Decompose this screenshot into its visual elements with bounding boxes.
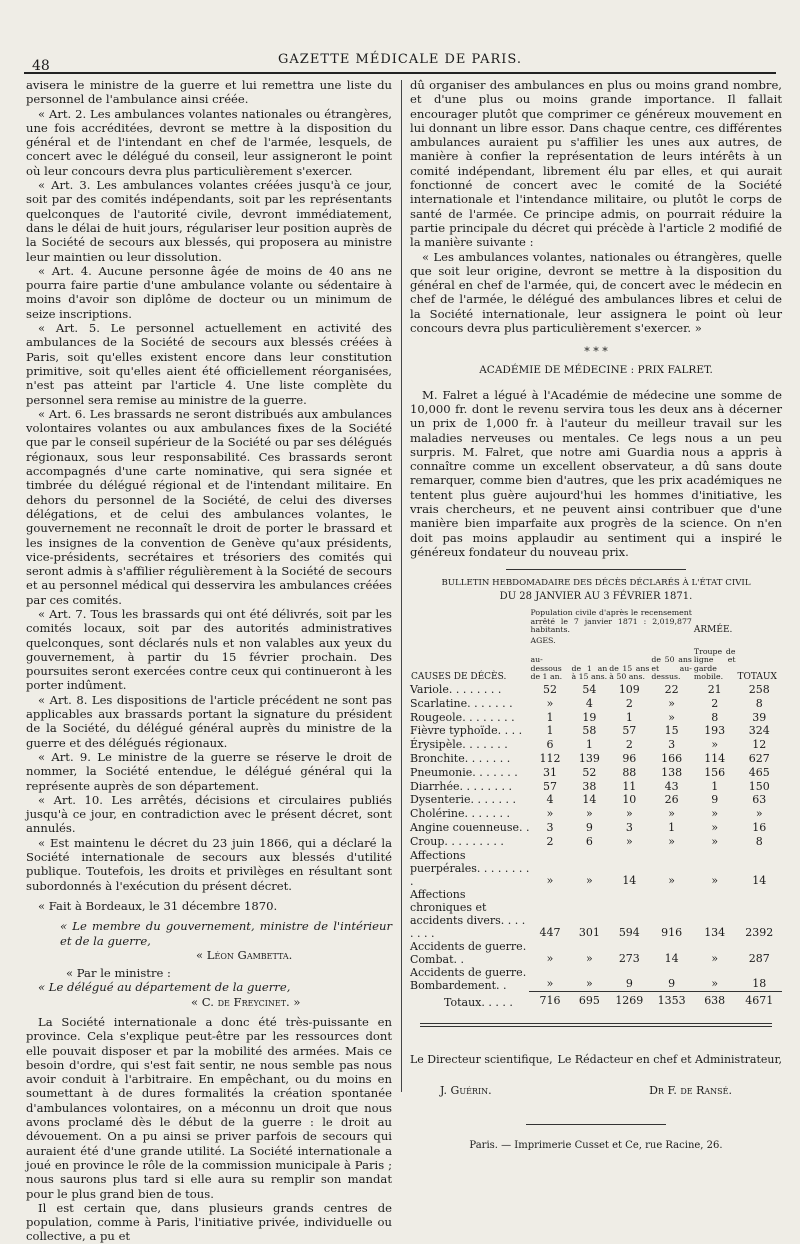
value-cell: 12 [752,738,767,752]
paragraph: dû organiser des ambulances en plus ou moins grand nombre, et d'une plus ou moins grande importance. Il fallait encourager plutôt que comprimer ce généreux mouvement en lui donnant un libre essor. Dans chaque centre, ces différentes ambulances auraient pu s'affilier les unes aux autres, de manière à confier la représentation de leurs intérêts à un comité indépendant, librement élu par elles, et qui aurait fonctionné de concert avec le comité de la Société internationale et l'intendance militaire, ou plutôt le corps de santé de l'armée. Ce principe admis, on pourrait réduire la partie principale du décret qui précède à l'article 2 modifié de la manière suivante : [410,78,782,250]
value-cell: 21 [707,682,722,696]
signature-name-2: « C. de Freycinet. » [191,994,301,1009]
age-column-header: au-dessous de 1 an. [530,655,563,682]
value-cell: 14 [664,951,679,965]
section-stars: * * * [584,345,608,359]
value-cell: 54 [582,682,597,696]
value-cell: » [546,977,554,991]
left-column [26,78,392,1244]
cause-cell: Accidents de guerre. Bombardement. . [410,965,527,992]
value-cell: 627 [748,751,770,765]
article-9: « Art. 9. Le ministre de la guerre se réserve le droit de nommer, la Société entendue, le délégué général qui la représente auprès de son département. [26,749,392,793]
value-cell: 31 [542,765,557,779]
value-cell: 301 [578,925,600,939]
table-row [410,683,782,697]
closing-paragraph: Il est certain que, dans plusieurs grands centres de population, comme à Paris, l'initiative privée, individuelle ou collective, a pu et [26,1200,392,1244]
value-cell: 138 [661,765,683,779]
page-header [24,48,776,74]
age-column-header: de 1 an à 15 ans. [571,663,608,682]
value-cell: 916 [661,925,683,939]
paragraph: avisera le ministre de la guerre et lui remettra une liste du personnel de l'ambulance ainsi créée. [26,78,392,107]
value-cell: 139 [578,751,600,765]
quoted-article: « Les ambulances volantes, nationales ou étrangères, quelle que soit leur origine, devront se mettre à la disposition du général en chef de l'armée, qui, de concert avec le médecin en chef de l'armée, le délégué des ambulances libres et celui de la Société internationale, leur assignera le point où leur concours devra plus particulièrement s'exercer. » [410,249,782,336]
table-row [410,888,782,940]
cause-cell: Dysenterie. . . . . . . [410,793,516,807]
article-7: « Art. 7. Tous les brassards qui ont été délivrés, soit par les comités locaux, soit par des autorités administratives quelconques, sont déclarés nuls et non valables aux yeux du gouvernement, à partir du 15 février prochain. Des poursuites seront exercées contre ceux qui continueront à les porter indûment. [26,606,392,693]
cause-cell: Pneumonie. . . . . . . [410,765,518,779]
population-header: Population civile d'après le recensement arrêté le 7 janvier 1871 : 2,019,877 habitants. [530,608,692,635]
signature-title-2: « Le délégué au département de la guerre, [38,980,291,995]
running-title: GAZETTE MÉDICALE DE PARIS. [278,52,522,67]
signature-name-1: « Léon Gambetta. [196,947,293,962]
value-cell: 1 [585,738,593,752]
editor-role: Le Rédacteur en chef et Administrateur, [557,1053,782,1067]
table-row [410,752,782,766]
value-cell: 2392 [745,925,774,939]
value-cell: 447 [539,925,561,939]
value-cell: » [711,738,719,752]
article-5: « Art. 5. Le personnel actuellement en activité des ambulances de la Société de secours aux blessés créées à Paris, soit qu'elles existent encore dans leur constitution primitive, soit qu'elles aient été officiellement réorganisées, n'est pas atteint par l'article 4. Une liste complète du personnel sera remise au ministre de la guerre. [26,321,392,407]
total-cell: 1269 [608,992,650,1010]
value-cell: 14 [622,873,637,887]
value-cell: 18 [752,977,767,991]
footer-roles [410,1053,782,1067]
value-cell: » [755,807,763,821]
value-cell: 58 [582,724,597,738]
value-cell: 3 [546,820,554,834]
table-row [410,807,782,821]
signature-title-1: « Le membre du gouvernement, ministre de l'intérieur et de la guerre, [60,919,392,948]
value-cell: 112 [539,751,561,765]
value-cell: 9 [711,793,719,807]
article-6: « Art. 6. Les brassards ne seront distribués aux ambulances volontaires volantes ou aux ambulances fixes de la Société que par le conseil supérieur de la Société ou par ses délégués régionaux, sous leur responsabilité. Ces brassards seront accompagnés d'une carte nominative, qui sera signée et timbrée du délégué régional et de l'intendant militaire. En dehors du personnel de la Société, de celui des diverses délégations, et de celui des ambulances volantes, le gouvernement ne reconnaît le droit de porter le brassard et les insignes de la convention de Genève qu'aux présidents, vice-présidents, secrétaires et trésoriers des comités qui seront admis à s'affilier régulièrement à la Société de secours et au personnel médical qui desservira les ambulances créées par ces comités. [26,406,392,607]
value-cell: 465 [748,765,770,779]
value-cell: » [711,977,719,991]
table-row [410,711,782,725]
column-divider [401,80,402,1092]
value-cell: 6 [585,834,593,848]
cause-cell: Fièvre typhoïde. . . . [410,724,523,738]
value-cell: 8 [755,696,763,710]
cause-cell: Affections chroniques et accidents divers. . . . . . . . [410,887,526,940]
value-cell: » [585,951,593,965]
value-cell: 4 [585,696,593,710]
value-cell: 43 [664,779,679,793]
table-row [410,780,782,794]
value-cell: 114 [704,751,726,765]
value-cell: 258 [748,682,770,696]
cause-cell: Accidents de guerre. Combat. . [410,939,527,966]
date-line: « Fait à Bordeaux, le 31 décembre 1870. [38,898,278,913]
army-header: ARMÉE. [693,625,733,636]
ages-header: AGES. [530,635,556,645]
causes-header: CAUSES DE DÉCÈS. [411,672,507,683]
table-row [410,835,782,849]
army-column-header: Troupe de ligne et garde mobile. [693,646,736,682]
value-cell: » [711,807,719,821]
cause-cell: Affections puerpérales. . . . . . . . . [410,848,530,888]
value-cell: 8 [711,710,719,724]
value-cell: 134 [704,925,726,939]
table-row [410,793,782,807]
value-cell: » [585,873,593,887]
signature-for: « Par le ministre : [66,966,171,981]
table-row [410,697,782,711]
cause-cell: Bronchite. . . . . . . [410,751,511,765]
director-role: Le Directeur scientifique, [410,1053,553,1067]
value-cell: » [711,820,719,834]
cause-cell: Variole. . . . . . . . [410,682,502,696]
table-row [410,849,782,888]
table-row [410,940,782,966]
article-3: « Art. 3. Les ambulances volantes créées jusqu'à ce jour, soit par des comités indépendants, soit par les représentants quelconques de l'autorité civile, devront immédiatement, dans le délai de huit jours, régulariser leur position auprès de la Société de secours aux blessés, qui proposera au ministre leur maintien ou leur dissolution. [26,178,392,264]
cause-cell: Cholérine. . . . . . . [410,807,510,821]
value-cell: » [546,696,554,710]
value-cell: 9 [625,977,633,991]
editor-name: Dr F. de Ransé. [649,1083,732,1097]
value-cell: 38 [582,779,597,793]
total-label: Totaux. . . . . [444,995,513,1009]
table-row [410,821,782,835]
totals-header: TOTAUX [737,672,777,683]
value-cell: 287 [748,951,770,965]
value-cell: 19 [582,710,597,724]
value-cell: 9 [668,977,676,991]
value-cell: 193 [704,724,726,738]
footer-rule [420,1023,772,1027]
value-cell: 11 [622,779,637,793]
value-cell: 2 [546,834,554,848]
value-cell: 1 [546,724,554,738]
footer-names [410,1084,782,1098]
table-row [410,738,782,752]
value-cell: » [668,696,675,710]
value-cell: 15 [664,724,679,738]
value-cell: 6 [546,738,554,752]
total-cell: 716 [529,992,570,1010]
value-cell: » [546,873,554,887]
right-column [410,78,782,1153]
table-row [410,766,782,780]
value-cell: » [668,710,675,724]
value-cell: 14 [752,873,767,887]
value-cell: 88 [622,765,637,779]
death-statistics-table [410,608,782,1009]
value-cell: 8 [755,834,763,848]
value-cell: 26 [664,793,679,807]
value-cell: 57 [622,724,637,738]
age-column-header: de 50 ans et au-dessus. [651,655,692,682]
value-cell: » [668,807,675,821]
value-cell: 52 [542,682,557,696]
value-cell: 3 [625,820,633,834]
value-cell: 166 [661,751,683,765]
value-cell: 156 [704,765,726,779]
section-title: ACADÉMIE DE MÉDECINE : PRIX FALRET. [479,364,713,377]
value-cell: » [585,807,593,821]
bulletin-dates: DU 28 JANVIER AU 3 FÉVRIER 1871. [499,591,693,603]
value-cell: 14 [582,793,597,807]
value-cell: 52 [582,765,597,779]
value-cell: 16 [752,820,767,834]
article-4: « Art. 4. Aucune personne âgée de moins de 40 ans ne pourra faire partie d'une ambulance volante ou sédentaire à moins d'avoir son diplôme de docteur ou un minimum de seize inscriptions. [26,263,392,321]
value-cell: 3 [668,738,676,752]
cause-cell: Croup. . . . . . . . . [410,834,504,848]
article-10: « Art. 10. Les arrêtés, décisions et circulaires publiés jusqu'à ce jour, en contradiction avec le présent décret, sont annulés. [26,792,392,836]
cause-cell: Rougeole. . . . . . . . [410,710,515,724]
value-cell: 4 [546,793,554,807]
decree-paragraph: « Est maintenu le décret du 23 juin 1866, qui a déclaré la Société internationale de secours aux blessés d'utilité publique. Toutefois, les droits et privilèges en résultant sont subordonnés à l'exécution du présent décret. [26,835,392,893]
value-cell: 22 [664,682,679,696]
value-cell: » [546,807,554,821]
value-cell: » [546,951,554,965]
value-cell: 273 [618,951,640,965]
table-row [410,724,782,738]
value-cell: » [668,834,675,848]
article-8: « Art. 8. Les dispositions de l'article précédent ne sont pas applicables aux brassards portant la signature du président de la Société, du délégué général auprès du ministre de la guerre et des délégués régionaux. [26,692,392,750]
value-cell: 594 [618,925,640,939]
total-cell: 1353 [650,992,693,1010]
article-2: « Art. 2. Les ambulances volantes nationales ou étrangères, une fois accréditées, devront se mettre à la disposition du général et de l'intendant en chef de l'armée, lesquels, de concert avec le délégué du conseil, leur assigneront le point où leur concours devra plus particulièrement s'exercer. [26,106,392,178]
value-cell: 2 [625,738,633,752]
prize-paragraph: M. Falret a légué à l'Académie de médecine une somme de 10,000 fr. dont le revenu servira tous les deux ans à décerner un prix de 1,000 fr. à l'auteur du meilleur travail sur les maladies nerveuses ou mentales. Ce legs nous a un peu surpris. M. Falret, que notre ami Guardia nous a appris à connaître comme un excellent observateur, a dû sans doute remarquer, comme bien d'autres, que les prix académiques ne tentent plus guère aujourd'hui les hommes d'initiative, les vrais chercheurs, et ne peuvent ainsi contribuer que d'une manière bien imparfaite aux progrès de la science. On n'en doit pas moins applaudir au sentiment qui a inspiré le généreux fondateur du nouveau prix. [410,387,782,559]
separator [506,569,686,570]
cause-cell: Érysipèle. . . . . . . [410,738,508,752]
value-cell: » [711,834,719,848]
value-cell: 39 [752,710,767,724]
table-row [410,966,782,992]
value-cell: 150 [748,779,770,793]
total-cell: 638 [693,992,737,1010]
value-cell: 63 [752,793,767,807]
value-cell: 1 [546,710,554,724]
cause-cell: Angine couenneuse. . [410,820,530,834]
cause-cell: Scarlatine. . . . . . . [410,696,513,710]
director-name: J. Guérin. [440,1083,492,1097]
table-body [410,683,782,992]
imprint-line: Paris. — Imprimerie Cusset et Ce, rue Racine, 26. [469,1139,723,1151]
value-cell: 10 [622,793,637,807]
value-cell: » [625,807,633,821]
bulletin-title: BULLETIN HEBDOMADAIRE DES DÉCÈS DÉCLARÉS À L'ÉTAT CIVIL [441,578,751,589]
total-cell: 4671 [736,992,782,1010]
age-column-header: de 15 ans à 50 ans. [609,663,650,682]
value-cell: 324 [748,724,770,738]
value-cell: » [711,873,719,887]
value-cell: 96 [622,751,637,765]
value-cell: 1 [711,779,719,793]
value-cell: 1 [625,710,633,724]
page-number: 48 [32,58,50,74]
value-cell: 2 [625,696,633,710]
value-cell: » [668,873,675,887]
value-cell: 2 [711,696,719,710]
imprint-rule [526,1124,666,1125]
value-cell: » [711,951,719,965]
value-cell: 9 [585,820,593,834]
closing-paragraph: La Société internationale a donc été très-puissante en province. Cela s'explique peut-être par les ressources dont elle pouvait disposer et par la mobilité des armées. Mais ce besoin d'ordre, qui s'est fait sentir, ne nous semble pas nous avoir conduit à l'arbitraire. En empêchant, ou du moins en soumettant à de dures formalités la création spontanée d'ambulances volontaires, on a méconnu un droit que nous avons proclamé dès le début de la guerre : le droit au dévouement. On a pu ainsi se priver parfois de secours qui auraient été d'une grande utilité. La Société internationale a joué en province le rôle de la commission municipale à Paris ; nous saurons plus tard si elle aura su remplir son mandat pour le plus grand bien de tous. [26,1015,392,1201]
value-cell: 57 [542,779,557,793]
value-cell: 109 [618,682,640,696]
value-cell: » [625,834,633,848]
value-cell: » [585,977,593,991]
cause-cell: Diarrhée. . . . . . . . [410,779,512,793]
total-cell: 695 [570,992,608,1010]
value-cell: 1 [668,820,676,834]
